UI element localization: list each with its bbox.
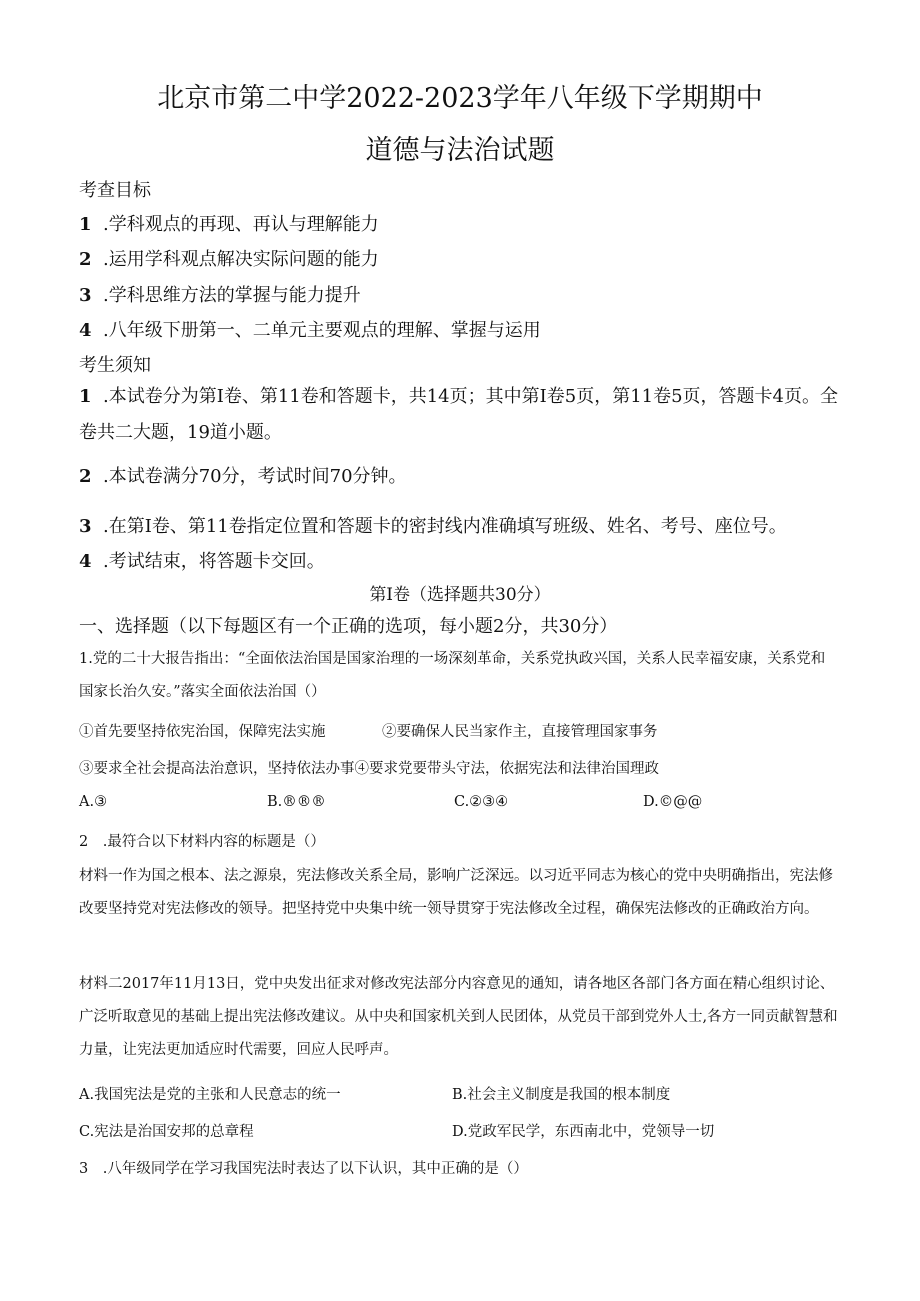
q1-option-b[interactable]: B.®®® bbox=[267, 794, 326, 810]
notice-number: 2 bbox=[79, 466, 92, 487]
q2-material-1: 材料一作为国之根本、法之源泉，宪法修改关系全局，影响广泛深远。以习近平同志为核心的党中央明确指出，宪法修改要坚持党对宪法修改的领导。把坚持党中央集中统一领导贯穿于宪法修改全过程，确保宪法修改的正确政治方向。 bbox=[79, 868, 833, 917]
part-heading: 一、选择题（以下每题区有一个正确的选项，每小题2分，共30分） bbox=[79, 616, 618, 637]
objective-item bbox=[79, 210, 379, 236]
q1-option-c[interactable]: C.②③④ bbox=[454, 794, 509, 810]
q2-option-c[interactable]: C.宪法是治国安邦的总章程 bbox=[79, 1124, 254, 1140]
notice-item bbox=[79, 379, 839, 451]
notice-text: .考试结束，将答题卡交回。 bbox=[103, 551, 325, 572]
objective-text: .运用学科观点解决实际问题的能力 bbox=[103, 249, 379, 270]
q2-material-2: 材料二2017年11月13日，党中央发出征求对修改宪法部分内容意见的通知，请各地区各部门各方面在精心组织讨论、广泛听取意见的基础上提出宪法修改建议。从中央和国家机关到人民团体，从党员干部到党外人士,各方一同贡献智慧和力量，让宪法更加适应时代需要，回应人民呼声。 bbox=[79, 976, 838, 1058]
objective-text: .学科观点的再现、再认与理解能力 bbox=[103, 214, 379, 235]
notice-item bbox=[79, 462, 407, 488]
exam-title-line1: 北京市第二中学2022-2023学年八年级下学期期中 bbox=[157, 83, 763, 114]
q1-statement-3-4: ③要求全社会提高法治意识，坚持依法办事④要求党要带头守法，依据宪法和法律治国理政 bbox=[79, 761, 659, 777]
objectives-heading: 考查目标 bbox=[79, 180, 151, 201]
q1-option-a[interactable]: A.③ bbox=[79, 794, 108, 810]
question-1-stem: 1.党的二十大报告指出：“全面依法治国是国家治理的一场深刻革命，关系党执政兴国，关系人民幸福安康，关系党和国家长治久安。”落实全面依法治国（） bbox=[79, 651, 826, 700]
section-title: 第I卷（选择题共30分） bbox=[369, 585, 551, 605]
objective-text: .学科思维方法的掌握与能力提升 bbox=[103, 285, 361, 306]
notice-text: .在第I卷、第11卷指定位置和答题卡的密封线内准确填写班级、姓名、考号、座位号。 bbox=[103, 516, 787, 537]
objective-item bbox=[79, 316, 541, 342]
notice-heading: 考生须知 bbox=[79, 355, 151, 376]
notice-number: 1 bbox=[79, 386, 92, 407]
objective-item bbox=[79, 281, 361, 307]
objective-number: 4 bbox=[79, 320, 92, 341]
objective-text: .八年级下册第一、二单元主要观点的理解、掌握与运用 bbox=[103, 320, 541, 341]
notice-item bbox=[79, 512, 787, 538]
objective-item bbox=[79, 245, 379, 271]
exam-title-line2: 道德与法治试题 bbox=[365, 135, 555, 166]
notice-number: 4 bbox=[79, 551, 92, 572]
q1-option-d[interactable]: D.©@@ bbox=[643, 794, 703, 810]
q1-statement-1: ①首先要坚持依宪治国，保障宪法实施 bbox=[79, 724, 326, 740]
q2-option-b[interactable]: B.社会主义制度是我国的根本制度 bbox=[452, 1087, 671, 1103]
notice-number: 3 bbox=[79, 516, 92, 537]
notice-item bbox=[79, 547, 325, 573]
objective-number: 3 bbox=[79, 285, 92, 306]
notice-text: .本试卷分为第I卷、第11卷和答题卡，共14页；其中第I卷5页，第11卷5页，答题卡4页。全卷共二大题，19道小题。 bbox=[79, 386, 839, 443]
objective-number: 1 bbox=[79, 214, 92, 235]
q2-option-a[interactable]: A.我国宪法是党的主张和人民意志的统一 bbox=[79, 1087, 341, 1103]
q2-option-d[interactable]: D.党政军民学，东西南北中，党领导一切 bbox=[452, 1124, 715, 1140]
objective-number: 2 bbox=[79, 249, 92, 270]
question-2-stem: 2 .最符合以下材料内容的标题是（） bbox=[79, 834, 325, 850]
notice-text: .本试卷满分70分，考试时间70分钟。 bbox=[103, 466, 407, 487]
question-3-stem: 3 .八年级同学在学习我国宪法时表达了以下认识，其中正确的是（） bbox=[79, 1161, 528, 1177]
q1-statement-2: ②要确保人民当家作主，直接管理国家事务 bbox=[382, 724, 658, 740]
